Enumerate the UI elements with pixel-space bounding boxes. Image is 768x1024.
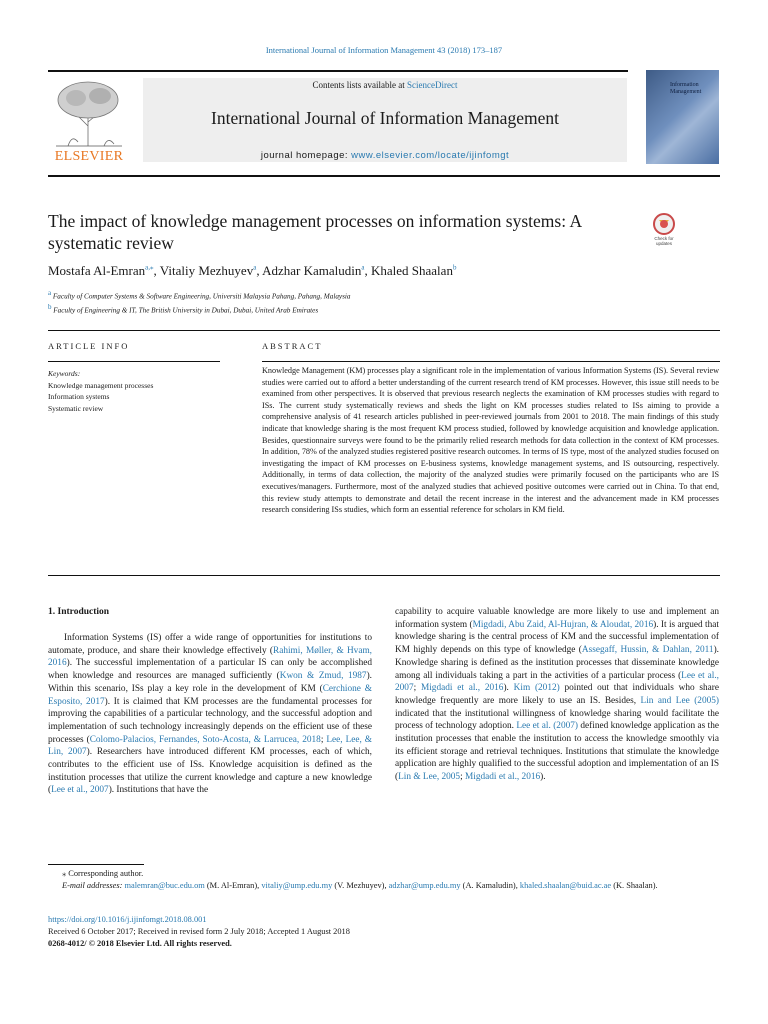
- citation-link[interactable]: Lee et al. (2007): [516, 721, 578, 732]
- article-title: The impact of knowledge management processes on information systems: A systematic review: [48, 211, 582, 253]
- check-for-updates-badge[interactable]: [646, 212, 682, 250]
- doi-link[interactable]: https://doi.org/10.1016/j.ijinfomgt.2018.08.001: [48, 915, 207, 924]
- article-info-heading: ARTICLE INFO: [48, 341, 130, 351]
- citation-link[interactable]: Migdadi et al., 2016: [420, 683, 504, 694]
- elsevier-wordmark: ELSEVIER: [54, 149, 124, 164]
- author-name[interactable]: Khaled Shaalan: [371, 263, 453, 278]
- citation-link[interactable]: Colomo-Palacios, Fernandes, Soto-Acosta, & Larrucea, 2018: [89, 734, 321, 745]
- author-affil-mark[interactable]: a,⁎: [145, 263, 154, 272]
- abstract-text: Knowledge Management (KM) processes play a significant role in the implementation of various Information Systems (IS). Several review studies were carried out to afford a better understanding of the current research trend of KM processes. However, this issue still needs to be examined from other perspectives. It is observed that previous research neglects the examination of KM processes studies with regard to ISs. The current study systematically reviews and sheds the light on KM processes studies related to ISs aiming to provide a comprehensive analysis of 41 research articles published in peer-reviewed journals from 2001 to 2018. The main findings of this study indicate that knowledge sharing is the most frequent KM process studied, followed by knowledge acquisition and knowledge application. Besides, questionnaire surveys were found to be the primarily relied research methods for data collection in the context of KM processes. In addition, 78% of the analyzed studies registered positive research outcomes. In terms of IS type, most of the analyzed studies focused on investigating the impact of KM processes on E-business systems, knowledge management systems, and IS outsourcing, respectively. Additionally, in terms of data collection, the majority of the analyzed studies were primarily focused on the participants who are IS executives/managers. Furthermore, most of the analyzed studies that achieved positive outcomes were carried out in China. To that end, this review study attempts to demonstrate and detail the recent increase in the interest and the advancement made in KM processes research considering ISs studies, which form an essential reference for scholars in KM field.: [262, 366, 720, 515]
- author-name[interactable]: Vitaliy Mezhuyev: [159, 263, 254, 278]
- citation-link[interactable]: Lee et al., 2007: [51, 785, 109, 796]
- journal-reference[interactable]: International Journal of Information Management 43 (2018) 173–187: [265, 45, 503, 55]
- citation-link[interactable]: Cerchione & Esposito, 2017: [48, 683, 373, 707]
- section-heading: 1. Introduction: [48, 607, 110, 617]
- homepage-link[interactable]: www.elsevier.com/locate/ijinfomgt: [351, 150, 510, 161]
- check-updates-label: Check for updates: [654, 236, 674, 246]
- body-text: ;: [460, 772, 465, 783]
- divider: [48, 575, 720, 576]
- email-owner: (M. Al-Emran),: [204, 881, 262, 890]
- email-link[interactable]: malemran@buc.edu.om: [124, 881, 205, 890]
- article-metadata: [48, 914, 720, 950]
- citation-link[interactable]: Lin & Lee, 2005: [398, 772, 461, 783]
- affiliation-text: Faculty of Computer Systems & Software Engineering, Universiti Malaysia Pahang, Pahang, Malaysia: [52, 292, 351, 301]
- contents-line: [143, 80, 627, 90]
- email-owner: (A. Kamaludin),: [460, 881, 520, 890]
- journal-title: International Journal of Information Management: [211, 108, 559, 128]
- corresponding-author-note: ⁎ Corresponding author.: [62, 869, 144, 878]
- citation-link[interactable]: Kwon & Zmud, 1987: [279, 671, 367, 682]
- homepage-prefix: journal homepage:: [260, 150, 352, 161]
- citation-link[interactable]: Lin and Lee (2005): [640, 695, 719, 706]
- email-link[interactable]: adzhar@ump.edu.my: [388, 881, 461, 890]
- body-text: ). It is claimed that KM processes are the fundamental processes for improving the capabilities of a particular technology, and the successful adoption and implementation of such technology increasingly depends on the efficient use of these processes (: [48, 696, 372, 745]
- cover-title: Information Management: [670, 82, 702, 95]
- divider: [48, 361, 220, 362]
- body-text: ).: [503, 683, 514, 694]
- author-affil-mark[interactable]: a: [253, 263, 257, 272]
- email-link[interactable]: khaled.shaalan@buid.ac.ae: [519, 881, 612, 890]
- citation-link[interactable]: Migdadi, Abu Zaid, Al-Hujran, & Aloudat, 2016: [472, 619, 654, 630]
- body-text: defined knowledge application as the institution processes that enable the institution to access the knowledge smoothly via its efficient storage and retrieval techniques. Institutions that stimulate the knowledge application are highly qualified to the successful adoption and implementation of an IS (: [395, 721, 720, 783]
- email-owner: (V. Mezhuyev),: [332, 881, 389, 890]
- body-text: ). The successful implementation of a particular IS can only be accomplished when knowledge and resources are managed sufficiently (: [48, 658, 372, 682]
- keywords-label: Keywords:: [48, 369, 81, 378]
- sciencedirect-link[interactable]: ScienceDirect: [407, 80, 458, 90]
- received-dates: Received 6 October 2017; Received in revised form 2 July 2018; Accepted 1 August 2018: [48, 927, 350, 936]
- body-text: ). Institutions that have the: [108, 785, 209, 796]
- citation-link[interactable]: Kim (2012): [513, 683, 560, 694]
- body-column-left: [48, 632, 372, 797]
- header-rule-bottom: [48, 175, 720, 177]
- email-addresses: [48, 880, 720, 892]
- citation-link[interactable]: Rahimi, Møller, & Hvam, 2016: [48, 645, 372, 669]
- author-name[interactable]: Adzhar Kamaludin: [262, 263, 362, 278]
- keyword: Knowledge management processes: [48, 380, 154, 390]
- author-affil-mark[interactable]: a: [361, 263, 365, 272]
- divider: [48, 330, 720, 331]
- homepage-line: [143, 150, 627, 161]
- author-list: Mostafa Al-Emran$^{a,⁎}$, Vitaliy Mezhuyev$^a$, Adzhar Kamaludin$^a$, Khaled Shaalan$^b$: [48, 263, 457, 278]
- body-text: ). Researchers have introduced different KM processes, each of which, contributes to the efficient use of ISs. Knowledge acquisition is defined as the institution processes that utilize the current knowledge and capture a new knowledge (: [48, 747, 372, 796]
- body-text: ). It is argued that knowledge sharing is the central process of KM and the successful implementation of KM highly depends on this type of knowledge (: [395, 619, 719, 656]
- email-owner: (K. Shaalan).: [611, 881, 658, 890]
- affiliations: [48, 288, 648, 317]
- email-link[interactable]: vitaliy@ump.edu.my: [261, 881, 333, 890]
- body-text: indicated that the institutional willingness of knowledge sharing would facilitate the process of technology adoption.: [395, 708, 719, 732]
- body-text: pointed out that individuals who share knowledge frequently are more likely to use an IS. Besides,: [395, 683, 720, 706]
- keyword: Information systems: [48, 392, 110, 401]
- email-label: E-mail addresses:: [62, 881, 125, 890]
- affiliation-mark: a: [48, 289, 52, 297]
- abstract-heading: ABSTRACT: [262, 341, 323, 351]
- copyright: 0268-4012/ © 2018 Elsevier Ltd. All rights reserved.: [48, 939, 232, 948]
- body-text: Information Systems (IS) offer a wide range of opportunities for institutions to automate, produce, and share their knowledge effectively (: [48, 633, 372, 656]
- author-affil-mark[interactable]: b: [452, 263, 457, 272]
- body-text: ). Within this scenario, ISs play a key role in the development of KM (: [48, 671, 372, 694]
- divider: [262, 361, 720, 362]
- citation-link[interactable]: Lee, Lee, & Lin, 2007: [48, 734, 373, 758]
- check-updates-icon: [646, 212, 682, 236]
- body-text: capability to acquire valuable knowledge are more likely to use and implement an information system (: [395, 607, 719, 630]
- citation-link[interactable]: Lee et al., 2007: [395, 670, 719, 694]
- author-name[interactable]: Mostafa Al-Emran: [48, 263, 146, 278]
- citation-link[interactable]: Migdadi et al., 2016: [465, 772, 541, 783]
- affiliation-mark: b: [48, 303, 52, 312]
- affiliation-a: [48, 288, 648, 302]
- body-text: ;: [320, 734, 327, 745]
- header-rule-top: [48, 70, 628, 72]
- keywords-block: [48, 368, 218, 414]
- body-text: ). Knowledge sharing is defined as the institution processes that disseminate knowledge among all individuals taking a part in the activities of a particular process (: [395, 645, 719, 681]
- body-text: ;: [413, 683, 421, 694]
- keyword: Systematic review: [48, 403, 104, 413]
- footnote-rule: [48, 864, 144, 865]
- affiliation-text: Faculty of Engineering & IT, The British University in Dubai, Dubai, United Arab Emirates: [53, 306, 319, 315]
- citation-link[interactable]: Assegaff, Hussin, & Dahlan, 2011: [581, 645, 714, 656]
- affiliation-b: [48, 302, 648, 316]
- footnotes: [48, 868, 720, 892]
- body-text: ).: [540, 772, 546, 783]
- contents-prefix: Contents lists available at: [312, 80, 407, 90]
- journal-cover-thumbnail[interactable]: [646, 70, 719, 164]
- body-column-right: [395, 606, 719, 784]
